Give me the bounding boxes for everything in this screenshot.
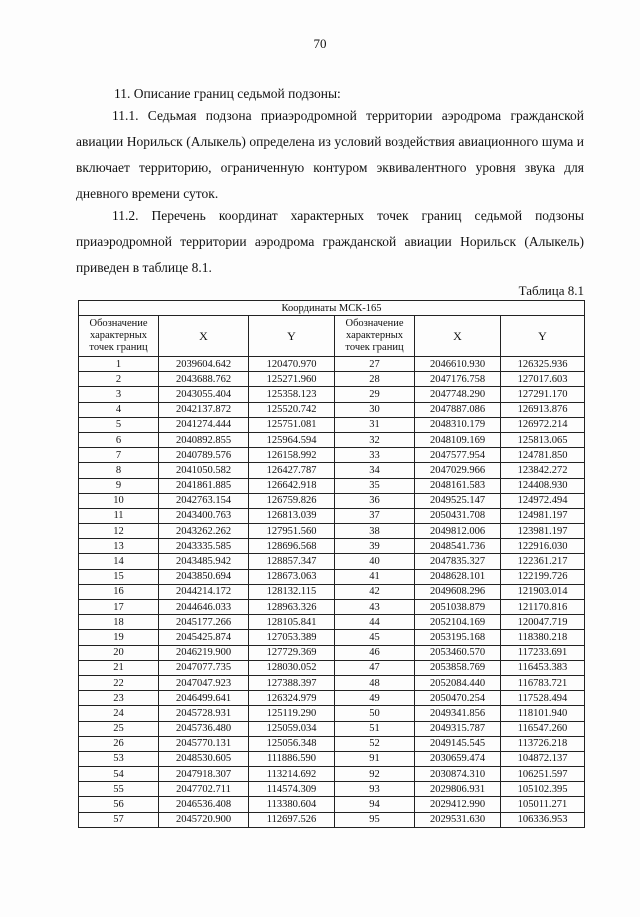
cell-point-right: 31 xyxy=(335,417,415,432)
cell-y-left: 128696.568 xyxy=(249,539,335,554)
cell-x-left: 2045736.480 xyxy=(159,721,249,736)
cell-y-right: 126913.876 xyxy=(501,402,585,417)
cell-y-right: 117233.691 xyxy=(501,645,585,660)
cell-point-left: 19 xyxy=(79,630,159,645)
cell-point-left: 4 xyxy=(79,402,159,417)
cell-point-left: 22 xyxy=(79,675,159,690)
cell-point-left: 8 xyxy=(79,463,159,478)
cell-x-left: 2047918.307 xyxy=(159,767,249,782)
cell-y-left: 113214.692 xyxy=(249,767,335,782)
cell-point-right: 29 xyxy=(335,387,415,402)
cell-y-left: 126324.979 xyxy=(249,691,335,706)
cell-x-left: 2043688.762 xyxy=(159,372,249,387)
cell-point-left: 16 xyxy=(79,584,159,599)
cell-y-right: 126325.936 xyxy=(501,357,585,372)
cell-y-right: 125813.065 xyxy=(501,432,585,447)
cell-x-right: 2052084.440 xyxy=(415,675,501,690)
cell-x-right: 2049608.296 xyxy=(415,584,501,599)
cell-y-right: 122199.726 xyxy=(501,569,585,584)
cell-point-left: 21 xyxy=(79,660,159,675)
cell-x-left: 2048530.605 xyxy=(159,751,249,766)
cell-y-left: 128857.347 xyxy=(249,554,335,569)
cell-y-right: 121170.816 xyxy=(501,600,585,615)
cell-x-right: 2049812.006 xyxy=(415,524,501,539)
cell-x-right: 2046610.930 xyxy=(415,357,501,372)
cell-y-right: 124972.494 xyxy=(501,493,585,508)
table-row xyxy=(79,554,585,569)
cell-y-left: 125056.348 xyxy=(249,736,335,751)
table-row xyxy=(79,675,585,690)
cell-point-left: 14 xyxy=(79,554,159,569)
table-row xyxy=(79,812,585,827)
cell-y-left: 125520.742 xyxy=(249,402,335,417)
cell-y-left: 113380.604 xyxy=(249,797,335,812)
cell-point-right: 94 xyxy=(335,797,415,812)
cell-y-left: 128105.841 xyxy=(249,615,335,630)
table-row xyxy=(79,797,585,812)
cell-x-left: 2046499.641 xyxy=(159,691,249,706)
cell-y-right: 105011.271 xyxy=(501,797,585,812)
cell-x-right: 2050470.254 xyxy=(415,691,501,706)
table-row xyxy=(79,524,585,539)
cell-x-left: 2043335.585 xyxy=(159,539,249,554)
cell-y-left: 127053.389 xyxy=(249,630,335,645)
cell-x-right: 2047029.966 xyxy=(415,463,501,478)
cell-y-left: 127729.369 xyxy=(249,645,335,660)
cell-point-right: 48 xyxy=(335,675,415,690)
cell-x-right: 2047887.086 xyxy=(415,402,501,417)
paragraph-11-1-text: 11.1. Седьмая подзона приаэродромной территории аэродрома гражданской авиации Норильск (Алыкель) определена из условий воздействия авиационного шума и включает территорию, ограниченную контуром эквивалентного уровня звука для дневного времени суток. xyxy=(76,108,584,201)
cell-point-left: 26 xyxy=(79,736,159,751)
cell-x-left: 2042137.872 xyxy=(159,402,249,417)
cell-y-left: 128963.326 xyxy=(249,600,335,615)
table-row xyxy=(79,660,585,675)
cell-point-left: 23 xyxy=(79,691,159,706)
cell-point-right: 39 xyxy=(335,539,415,554)
cell-x-right: 2048628.101 xyxy=(415,569,501,584)
cell-x-right: 2048161.583 xyxy=(415,478,501,493)
cell-x-right: 2047176.758 xyxy=(415,372,501,387)
cell-y-left: 125059.034 xyxy=(249,721,335,736)
paragraph-11-2 xyxy=(76,203,584,281)
cell-point-left: 54 xyxy=(79,767,159,782)
cell-x-left: 2043850.694 xyxy=(159,569,249,584)
cell-y-left: 125964.594 xyxy=(249,432,335,447)
cell-y-right: 116547.260 xyxy=(501,721,585,736)
cell-point-left: 3 xyxy=(79,387,159,402)
cell-point-left: 15 xyxy=(79,569,159,584)
cell-x-left: 2041274.444 xyxy=(159,417,249,432)
cell-y-left: 128673.063 xyxy=(249,569,335,584)
table-row xyxy=(79,402,585,417)
cell-point-right: 51 xyxy=(335,721,415,736)
cell-x-right: 2053460.570 xyxy=(415,645,501,660)
table-row xyxy=(79,691,585,706)
cell-point-left: 2 xyxy=(79,372,159,387)
paragraph-11-2-text: 11.2. Перечень координат характерных точек границ седьмой подзоны приаэродромной территории аэродрома гражданской авиации Норильск (Алыкель) приведен в таблице 8.1. xyxy=(76,208,584,275)
table-row xyxy=(79,463,585,478)
table-row xyxy=(79,736,585,751)
cell-x-right: 2029412.990 xyxy=(415,797,501,812)
cell-x-right: 2049525.147 xyxy=(415,493,501,508)
cell-y-right: 124981.197 xyxy=(501,508,585,523)
cell-point-left: 24 xyxy=(79,706,159,721)
table-row xyxy=(79,645,585,660)
header-point-left: Обозначение характерных точек границ xyxy=(79,316,159,357)
cell-x-right: 2048310.179 xyxy=(415,417,501,432)
cell-x-left: 2047077.735 xyxy=(159,660,249,675)
cell-point-right: 37 xyxy=(335,508,415,523)
cell-x-right: 2030874.310 xyxy=(415,767,501,782)
cell-y-right: 118380.218 xyxy=(501,630,585,645)
cell-point-right: 36 xyxy=(335,493,415,508)
cell-point-right: 35 xyxy=(335,478,415,493)
cell-y-right: 127017.603 xyxy=(501,372,585,387)
table-row xyxy=(79,448,585,463)
cell-y-left: 126427.787 xyxy=(249,463,335,478)
cell-y-right: 126972.214 xyxy=(501,417,585,432)
cell-y-right: 118101.940 xyxy=(501,706,585,721)
cell-x-right: 2030659.474 xyxy=(415,751,501,766)
paragraph-11-1 xyxy=(76,103,584,207)
table-row xyxy=(79,767,585,782)
cell-point-left: 9 xyxy=(79,478,159,493)
cell-point-right: 27 xyxy=(335,357,415,372)
cell-y-left: 126813.039 xyxy=(249,508,335,523)
cell-point-right: 38 xyxy=(335,524,415,539)
cell-y-right: 124408.930 xyxy=(501,478,585,493)
table-row xyxy=(79,387,585,402)
table-row xyxy=(79,706,585,721)
cell-x-right: 2051038.879 xyxy=(415,600,501,615)
cell-x-left: 2041050.582 xyxy=(159,463,249,478)
cell-x-left: 2043262.262 xyxy=(159,524,249,539)
cell-y-right: 105102.395 xyxy=(501,782,585,797)
cell-point-left: 12 xyxy=(79,524,159,539)
cell-point-right: 34 xyxy=(335,463,415,478)
cell-point-left: 11 xyxy=(79,508,159,523)
cell-y-right: 117528.494 xyxy=(501,691,585,706)
table-row xyxy=(79,751,585,766)
cell-y-right: 122916.030 xyxy=(501,539,585,554)
cell-x-left: 2039604.642 xyxy=(159,357,249,372)
cell-y-left: 127951.560 xyxy=(249,524,335,539)
cell-y-left: 114574.309 xyxy=(249,782,335,797)
section-heading: 11. Описание границ седьмой подзоны: xyxy=(114,86,341,101)
cell-point-right: 52 xyxy=(335,736,415,751)
table-caption: Таблица 8.1 xyxy=(518,283,584,298)
cell-x-left: 2040892.855 xyxy=(159,432,249,447)
cell-point-right: 49 xyxy=(335,691,415,706)
cell-y-right: 121903.014 xyxy=(501,584,585,599)
header-point-right: Обозначение характерных точек границ xyxy=(335,316,415,357)
cell-x-right: 2047748.290 xyxy=(415,387,501,402)
cell-x-left: 2047702.711 xyxy=(159,782,249,797)
cell-point-left: 13 xyxy=(79,539,159,554)
cell-y-left: 125119.290 xyxy=(249,706,335,721)
cell-x-left: 2045177.266 xyxy=(159,615,249,630)
table-row xyxy=(79,600,585,615)
cell-point-right: 91 xyxy=(335,751,415,766)
cell-point-left: 5 xyxy=(79,417,159,432)
table-row xyxy=(79,478,585,493)
table-row xyxy=(79,432,585,447)
cell-point-left: 57 xyxy=(79,812,159,827)
cell-x-left: 2042763.154 xyxy=(159,493,249,508)
cell-point-left: 1 xyxy=(79,357,159,372)
cell-x-left: 2043485.942 xyxy=(159,554,249,569)
cell-y-left: 128132.115 xyxy=(249,584,335,599)
table-row xyxy=(79,782,585,797)
table-title: Координаты МСК-165 xyxy=(79,301,585,316)
cell-y-left: 112697.526 xyxy=(249,812,335,827)
cell-point-right: 41 xyxy=(335,569,415,584)
cell-y-left: 128030.052 xyxy=(249,660,335,675)
cell-y-right: 120047.719 xyxy=(501,615,585,630)
table-row xyxy=(79,508,585,523)
cell-y-right: 123842.272 xyxy=(501,463,585,478)
header-y-right: Y xyxy=(501,316,585,357)
cell-y-right: 127291.170 xyxy=(501,387,585,402)
cell-x-right: 2050431.708 xyxy=(415,508,501,523)
cell-x-left: 2046219.900 xyxy=(159,645,249,660)
cell-point-left: 25 xyxy=(79,721,159,736)
cell-x-right: 2029531.630 xyxy=(415,812,501,827)
cell-x-left: 2045425.874 xyxy=(159,630,249,645)
table-row xyxy=(79,721,585,736)
cell-point-right: 30 xyxy=(335,402,415,417)
cell-x-right: 2047835.327 xyxy=(415,554,501,569)
cell-x-right: 2029806.931 xyxy=(415,782,501,797)
cell-x-right: 2053195.168 xyxy=(415,630,501,645)
cell-y-left: 111886.590 xyxy=(249,751,335,766)
cell-x-right: 2048109.169 xyxy=(415,432,501,447)
cell-point-left: 17 xyxy=(79,600,159,615)
cell-x-left: 2044646.033 xyxy=(159,600,249,615)
cell-x-left: 2046536.408 xyxy=(159,797,249,812)
cell-x-left: 2045720.900 xyxy=(159,812,249,827)
header-x-right: X xyxy=(415,316,501,357)
cell-x-left: 2047047.923 xyxy=(159,675,249,690)
table-body xyxy=(79,357,585,828)
cell-x-right: 2047577.954 xyxy=(415,448,501,463)
table-row xyxy=(79,615,585,630)
table-row xyxy=(79,372,585,387)
cell-y-left: 120470.970 xyxy=(249,357,335,372)
cell-x-right: 2049145.545 xyxy=(415,736,501,751)
table-row xyxy=(79,630,585,645)
cell-point-left: 20 xyxy=(79,645,159,660)
cell-x-right: 2049315.787 xyxy=(415,721,501,736)
cell-y-right: 104872.137 xyxy=(501,751,585,766)
cell-point-right: 50 xyxy=(335,706,415,721)
cell-point-left: 10 xyxy=(79,493,159,508)
cell-y-left: 126759.826 xyxy=(249,493,335,508)
page-number: 70 xyxy=(313,36,327,51)
cell-x-left: 2043055.404 xyxy=(159,387,249,402)
cell-y-right: 116783.721 xyxy=(501,675,585,690)
cell-point-right: 92 xyxy=(335,767,415,782)
cell-point-left: 7 xyxy=(79,448,159,463)
cell-x-left: 2045728.931 xyxy=(159,706,249,721)
cell-x-right: 2053858.769 xyxy=(415,660,501,675)
cell-x-left: 2043400.763 xyxy=(159,508,249,523)
cell-point-left: 55 xyxy=(79,782,159,797)
header-x-left: X xyxy=(159,316,249,357)
cell-point-right: 46 xyxy=(335,645,415,660)
cell-point-left: 53 xyxy=(79,751,159,766)
cell-y-right: 106336.953 xyxy=(501,812,585,827)
cell-x-left: 2040789.576 xyxy=(159,448,249,463)
cell-point-right: 28 xyxy=(335,372,415,387)
cell-point-right: 40 xyxy=(335,554,415,569)
cell-x-left: 2044214.172 xyxy=(159,584,249,599)
cell-point-right: 45 xyxy=(335,630,415,645)
cell-x-left: 2045770.131 xyxy=(159,736,249,751)
cell-point-right: 32 xyxy=(335,432,415,447)
cell-point-right: 42 xyxy=(335,584,415,599)
cell-y-left: 125271.960 xyxy=(249,372,335,387)
cell-point-right: 43 xyxy=(335,600,415,615)
cell-point-right: 47 xyxy=(335,660,415,675)
cell-point-left: 18 xyxy=(79,615,159,630)
table-row xyxy=(79,569,585,584)
cell-y-left: 125358.123 xyxy=(249,387,335,402)
table-row xyxy=(79,493,585,508)
cell-y-left: 127388.397 xyxy=(249,675,335,690)
cell-point-right: 44 xyxy=(335,615,415,630)
table-row xyxy=(79,584,585,599)
cell-y-right: 106251.597 xyxy=(501,767,585,782)
table-row xyxy=(79,357,585,372)
cell-x-right: 2048541.736 xyxy=(415,539,501,554)
cell-x-left: 2041861.885 xyxy=(159,478,249,493)
cell-y-left: 126642.918 xyxy=(249,478,335,493)
cell-y-right: 116453.383 xyxy=(501,660,585,675)
cell-x-right: 2052104.169 xyxy=(415,615,501,630)
table-row xyxy=(79,417,585,432)
cell-point-right: 95 xyxy=(335,812,415,827)
cell-y-left: 126158.992 xyxy=(249,448,335,463)
cell-y-right: 122361.217 xyxy=(501,554,585,569)
cell-x-right: 2049341.856 xyxy=(415,706,501,721)
cell-y-right: 123981.197 xyxy=(501,524,585,539)
table-row xyxy=(79,539,585,554)
coordinates-table xyxy=(78,300,585,828)
cell-y-left: 125751.081 xyxy=(249,417,335,432)
cell-point-right: 33 xyxy=(335,448,415,463)
cell-y-right: 113726.218 xyxy=(501,736,585,751)
cell-y-right: 124781.850 xyxy=(501,448,585,463)
header-y-left: Y xyxy=(249,316,335,357)
cell-point-right: 93 xyxy=(335,782,415,797)
cell-point-left: 6 xyxy=(79,432,159,447)
cell-point-left: 56 xyxy=(79,797,159,812)
